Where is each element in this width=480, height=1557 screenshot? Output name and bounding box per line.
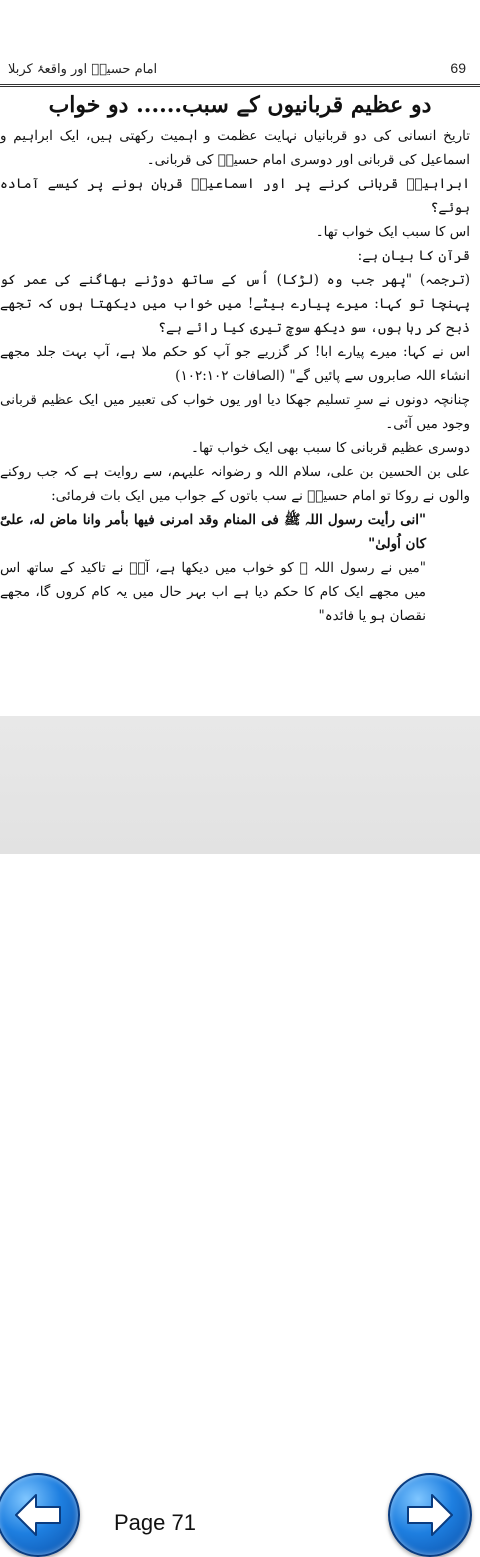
arrow-left-icon	[8, 1485, 68, 1545]
paragraph: (ترجمہ) "پھر جب وہ (لڑکا) اُس کے ساتھ دوڑنے بھاگنے کی عمر کو پہنچا تو کہا: میرے پیارے بیٹے! میں خواب میں دیکھتا ہوں کہ تجھے ذبح کر رہا ہوں، سو دیکھ سوچ تیری کیا رائے ہے؟	[0, 272, 470, 336]
next-page-button[interactable]	[388, 1473, 472, 1557]
paragraph: تاریخ انسانی کی دو قربانیاں نہایت عظمت و اہمیت رکھتی ہیں، ایک ابراہیم و اسماعیل کی قربانی اور دوسری امام حسینؓ کی قربانی۔	[0, 128, 470, 168]
arrow-right-icon	[400, 1485, 460, 1545]
paragraph: اس کا سبب ایک خواب تھا۔	[315, 224, 470, 240]
previous-page-button[interactable]	[0, 1473, 80, 1557]
navigation-footer	[0, 716, 480, 1535]
paragraph: ابراہیمؑ قربانی کرنے پر اور اسماعیلؑ قربان ہونے پر کیسے آمادہ ہوئے؟	[0, 176, 470, 216]
page-indicator: Page 71	[114, 1510, 196, 1535]
translation-quote: "میں نے رسول اللہ ﷺ کو خواب میں دیکھا ہے، آپؐ نے تاکید کے ساتھ اس میں مجھے ایک کام کا حکم دیا ہے اب بہر حال میں یہ کام کروں گا، مجھے نقصان ہو یا فائدہ"	[0, 560, 426, 624]
book-page	[0, 0, 480, 716]
printed-page-number: 69	[450, 60, 466, 76]
body-text	[0, 124, 474, 628]
arabic-quote: "انی رأیت رسول اللہ ﷺ فی المنام وقد امرنی فیها بأمر وانا ماض له، علیّ کان اُولیٰ"	[0, 512, 426, 552]
paragraph: چنانچہ دونوں نے سرِ تسلیم جھکا دیا اور یوں خواب کی تعبیر میں ایک عظیم قربانی وجود میں آئی۔	[0, 392, 470, 432]
paragraph: قرآن کا بیان ہے:	[357, 248, 470, 264]
header-title: امام حسینؓ اور واقعۂ کربلا	[8, 62, 158, 77]
paragraph: دوسری عظیم قربانی کا سبب بھی ایک خواب تھا۔	[191, 440, 470, 456]
page-margin	[0, 660, 480, 716]
chapter-title: دو عظیم قربانیوں کے سبب...... دو خواب	[48, 92, 432, 118]
paragraph: اس نے کہا: میرے پیارے ابا! کر گزریے جو آپ کو حکم ملا ہے، آپ بہت جلد مجھے انشاء اللہ صابروں سے پائیں گے" (الصافات ۱۰۲:۱۰۲)	[0, 344, 470, 384]
header-divider	[0, 84, 480, 87]
paragraph: علی بن الحسین بن علی، سلام اللہ و رضوانہ علیہم، سے روایت ہے کہ جب روکنے والوں نے روکا تو امام حسینؓ نے سب باتوں کے جواب میں ایک بات فرمائی:	[0, 464, 470, 504]
